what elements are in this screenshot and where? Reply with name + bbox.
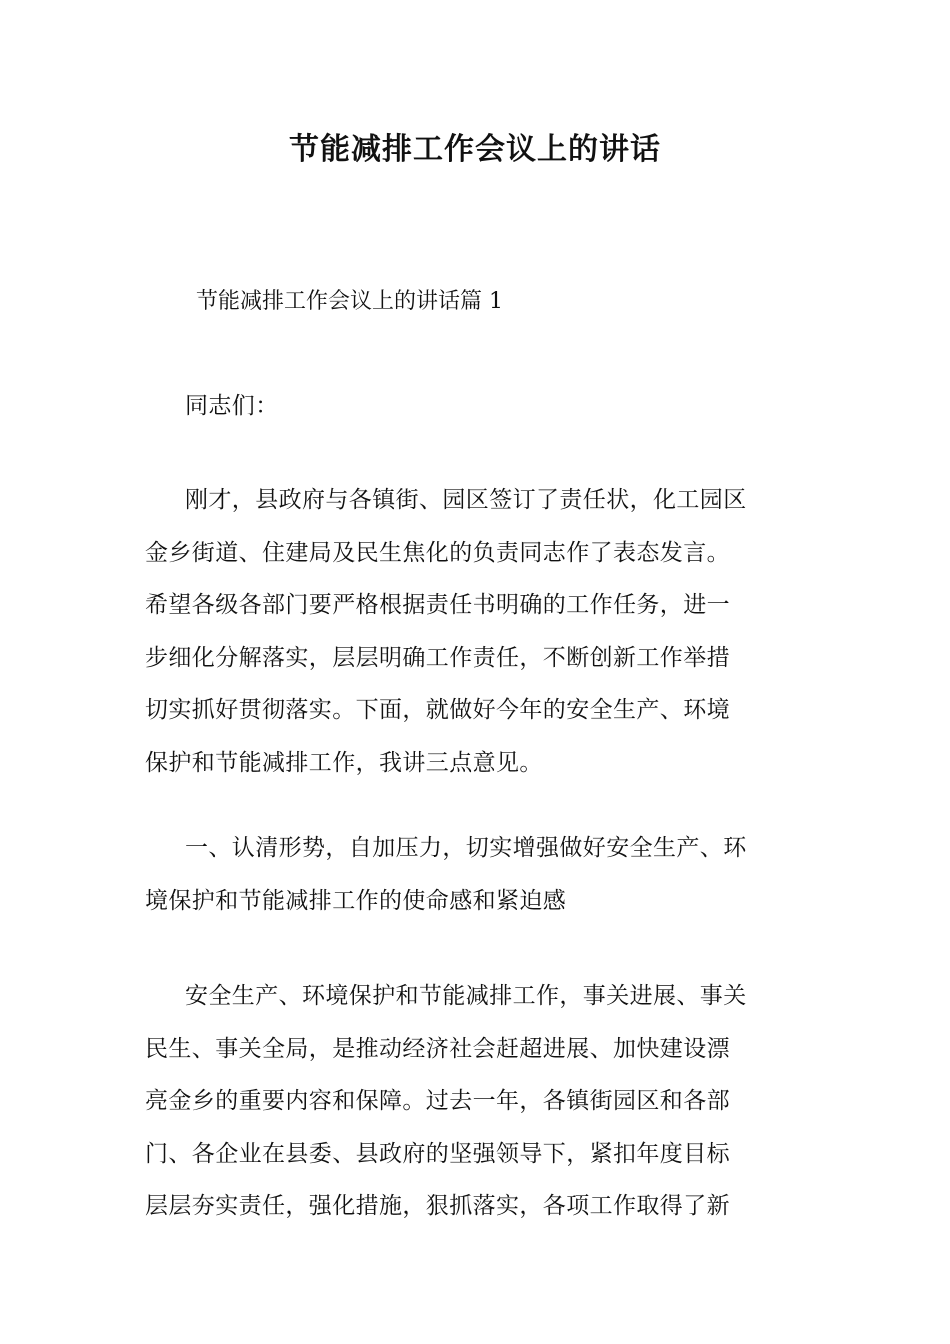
paragraph-line: 希望各级各部门要严格根据责任书明确的工作任务，进一 — [145, 592, 730, 618]
heading-line: 一、认清形势，自加压力，切实增强做好安全生产、环 — [185, 835, 747, 861]
paragraph-line: 亮金乡的重要内容和保障。过去一年，各镇街园区和各部 — [145, 1088, 730, 1114]
section-heading-1 — [145, 822, 747, 927]
paragraph-line: 切实抓好贯彻落实。下面，就做好今年的安全生产、环境 — [145, 697, 730, 723]
paragraph-line: 金乡街道、住建局及民生焦化的负责同志作了表态发言。 — [145, 539, 730, 566]
paragraph-2 — [145, 970, 747, 1233]
paragraph-line: 安全生产、环境保护和节能减排工作，事关进展、事关 — [185, 983, 747, 1009]
salutation: 同志们： — [185, 393, 279, 419]
heading-line: 境保护和节能减排工作的使命感和紧迫感 — [145, 887, 567, 914]
paragraph-line: 保护和节能减排工作，我讲三点意见。 — [145, 749, 543, 776]
paragraph-line: 层层夯实责任，强化措施，狠抓落实，各项工作取得了新 — [145, 1193, 730, 1219]
paragraph-line: 门、各企业在县委、县政府的坚强领导下，紧扣年度目标 — [145, 1140, 730, 1167]
paragraph-line: 民生、事关全局，是推动经济社会赶超进展、加快建设漂 — [145, 1035, 730, 1062]
paragraph-line: 刚才，县政府与各镇街、园区签订了责任状，化工园区 — [185, 487, 747, 513]
paragraph-line: 步细化分解落实，层层明确工作责任，不断创新工作举措 — [145, 644, 730, 671]
section-subtitle: 节能减排工作会议上的讲话篇 1 — [196, 289, 503, 314]
document-title: 节能减排工作会议上的讲话 — [289, 132, 661, 167]
paragraph-1 — [145, 474, 747, 789]
